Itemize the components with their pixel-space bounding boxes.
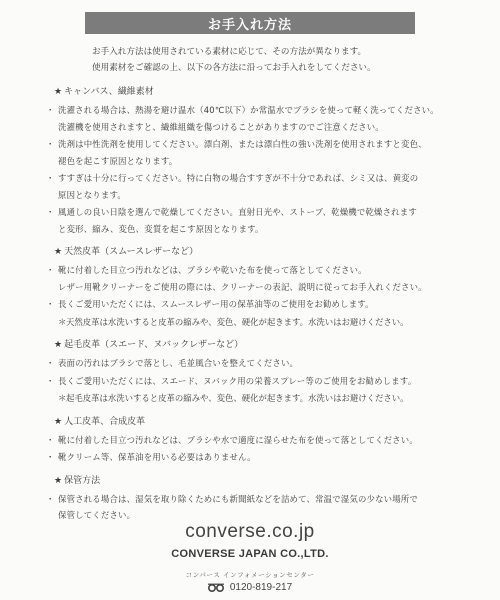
bullet-icon: ・ <box>46 299 55 309</box>
section-heading-text: 起毛皮革（スエード、ヌバックレザーなど） <box>64 340 244 350</box>
care-item <box>44 449 474 466</box>
care-section <box>44 246 474 330</box>
star-icon: ★ <box>54 416 63 427</box>
care-item-line: 靴に付着した目立つ汚れなどは、ブラシや乾いた布を使って落としてください。 <box>58 265 367 275</box>
star-icon: ★ <box>54 475 63 486</box>
care-item-line: 洗濯される場合は、熱湯を避け温水（40℃以下）か常温水でブラシを使って軽く洗ってください。 <box>58 105 439 115</box>
care-item <box>44 296 474 313</box>
care-item-line: 洗剤は中性洗剤を使用してください。漂白剤、または漂白性の強い洗剤を使用されますと変色、 <box>58 139 427 149</box>
care-item-line: 長くご愛用いただくには、スエード、ヌバック用の栄養スプレー等のご使用をお勧めします。 <box>58 375 417 386</box>
phone-number: 0120-819-217 <box>229 582 293 593</box>
caution-note-text: 起毛皮革は水洗いすると皮革の縮みや、変色、硬化が起きます。水洗いはお避けください。 <box>66 393 409 403</box>
intro-line: お手入れ方法は使用されている素材に応じて、その方法が異なります。 <box>92 47 367 57</box>
section-heading-text: 人工皮革、合成皮革 <box>64 416 146 427</box>
care-item-line: 洗濯機を使用されますと、繊維組織を傷つけることがありますのでご注意ください。 <box>58 121 384 132</box>
phone-row <box>0 582 500 593</box>
caution-note <box>44 314 474 331</box>
care-item <box>44 491 474 524</box>
care-item-line: 表面の汚れはブラシで落とし、毛並風合いを整えてください。 <box>58 358 299 368</box>
care-item-line: 原因となります。 <box>58 189 126 200</box>
section-heading <box>54 475 474 488</box>
company-name: CONVERSE JAPAN CO.,LTD. <box>171 548 329 560</box>
intro-line: 使用素材をご確認の上、以下の各方法に沿ってお手入れをしてください。 <box>92 63 376 73</box>
section-heading <box>54 339 474 352</box>
care-item-line: 靴に付着した目立つ汚れなどは、ブラシや水で適度に湿らせた布を使って落としてください。 <box>58 434 418 445</box>
care-section <box>44 416 474 466</box>
bullet-icon: ・ <box>46 265 55 275</box>
bullet-icon: ・ <box>46 375 55 386</box>
bullet-icon: ・ <box>46 452 55 462</box>
section-heading-text: 保管方法 <box>64 475 101 486</box>
bullet-icon: ・ <box>46 493 55 504</box>
care-item-line: 保管してください。 <box>58 510 136 520</box>
care-item-line: 風通しの良い日陰を選んで乾燥してください。直射日光や、ストーブ、乾燥機で乾燥されます <box>58 207 417 217</box>
free-dial-icon <box>208 583 224 593</box>
care-item-line: と変形、縮み、変色、変質を起こす原因となります。 <box>58 223 264 234</box>
care-item <box>44 102 474 135</box>
care-item <box>44 373 474 390</box>
caution-note-text: 天然皮革は水洗いすると皮革の縮みや、変色、硬化が起きます。水洗いはお避けください。 <box>66 316 409 327</box>
care-item <box>44 355 474 372</box>
star-icon: ★ <box>54 87 63 97</box>
care-sections <box>44 86 474 533</box>
star-icon: ★ <box>54 247 63 257</box>
care-item <box>44 170 474 203</box>
care-item <box>44 432 474 449</box>
intro-text <box>92 44 422 76</box>
star-icon: ★ <box>54 340 63 350</box>
care-section <box>44 475 474 524</box>
care-item <box>44 136 474 169</box>
info-center-name: コンバース インフォメーションセンター <box>185 571 315 579</box>
care-item-line: 保管される場合は、湿気を取り除くためにも新聞紙などを詰めて、常温で湿気の少ない場所で <box>58 493 418 504</box>
care-section <box>44 339 474 407</box>
section-heading <box>54 416 474 429</box>
care-item <box>44 204 474 237</box>
care-item <box>44 262 474 295</box>
section-heading-text: 天然皮革（スムースレザーなど） <box>64 247 199 257</box>
care-item-line: すすぎは十分に行ってください。特に白物の場合すすぎが不十分であれば、シミ又は、黄変の <box>58 173 419 183</box>
care-item-line: 靴クリーム等、保革油を用いる必要はありません。 <box>58 452 256 462</box>
section-heading-text: キャンバス、繊維素材 <box>64 87 154 97</box>
care-item-line: 長くご愛用いただくには、スムースレザー用の保革油等のご使用をお勧めします。 <box>58 299 374 309</box>
care-item-line: 褪色を起こす原因となります。 <box>58 155 178 166</box>
note-mark-icon: ＊ <box>58 393 67 403</box>
care-section <box>44 86 474 237</box>
care-item-line: レザー用靴クリーナーをご使用の際には、クリーナーの表記、説明に従ってお手入れください。 <box>58 281 427 292</box>
page-title: お手入れ方法 <box>85 12 415 34</box>
bullet-icon: ・ <box>46 105 55 115</box>
bullet-icon: ・ <box>46 207 55 217</box>
bullet-icon: ・ <box>46 173 55 183</box>
bullet-icon: ・ <box>46 358 55 368</box>
bullet-icon: ・ <box>46 434 55 445</box>
caution-note <box>44 390 474 407</box>
note-mark-icon: ＊ <box>58 316 67 327</box>
section-heading <box>54 246 474 259</box>
section-heading <box>54 86 474 99</box>
brand-url: converse.co.jp <box>185 521 315 542</box>
bullet-icon: ・ <box>46 139 55 149</box>
